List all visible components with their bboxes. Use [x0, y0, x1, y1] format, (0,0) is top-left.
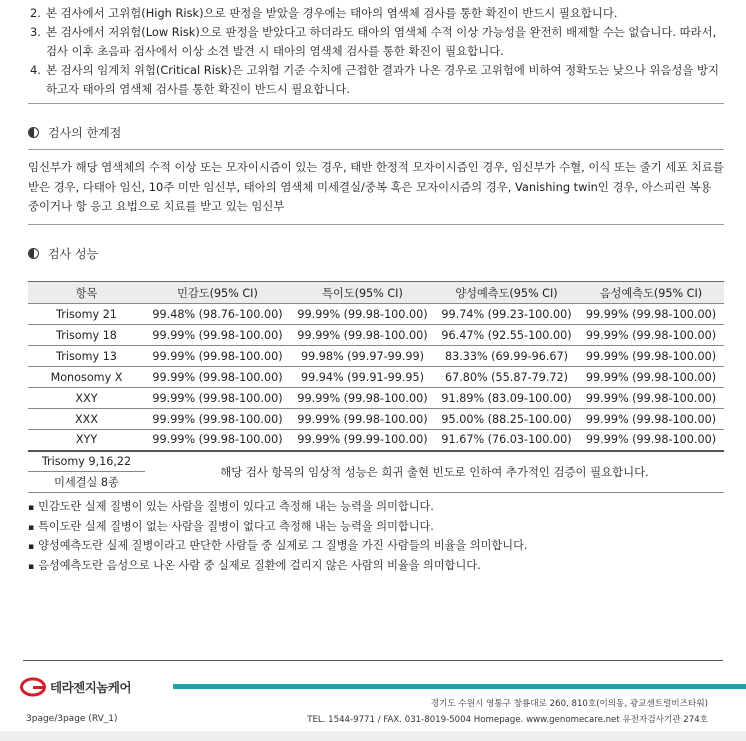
note-text: 본 검사의 임계치 위험(Critical Risk)은 고위험 기준 수치에 근접한 결과가 나온 경우로 고위험에 비하여 정확도는 낮으나 위음성을 방지하고자 태아의 염색체 검사를 통한 확진이 반드시 필요합니다. [46, 63, 720, 96]
definition-item: ▪ 특이도란 실제 질병이 없는 사람을 질병이 없다고 측정해 내는 능력을 의미합니다. [28, 518, 527, 538]
limits-text: 임신부가 해당 염색체의 수적 이상 또는 모자이시즘이 있는 경우, 태반 한정적 모자이시즘인 경우, 임신부가 수혈, 이식 또는 줄기 세포 치료를 받은 경우, 다태아 임신, 10주 미만 임신부, 태아의 염색체 미세결실/중복 혹은 모자이시즘의 경우, Vanishing twin인 경우, 아스피린 복용 중이거나 항 응고 요법으로 치료를 받고 있는 임신부 [28, 160, 724, 213]
table-row [28, 430, 724, 451]
accent-bar [173, 684, 746, 689]
table-cell: 99.99% (99.98-100.00) [578, 346, 724, 367]
table-cell: XXY [28, 388, 145, 409]
table-cell: 83.33% (69.99-96.67) [435, 346, 578, 367]
definition-item: ▪ 민감도란 실제 질병이 있는 사람을 질병이 있다고 측정해 내는 능력을 의미합니다. [28, 498, 527, 518]
table-cell: 91.89% (83.09-100.00) [435, 388, 578, 409]
note-item [30, 61, 720, 99]
table-row [28, 304, 724, 325]
column-header: 특이도(95% CI) [290, 282, 435, 304]
column-header: 항목 [28, 282, 145, 304]
table-cell: 99.99% (99.98-100.00) [578, 409, 724, 430]
table-cell: Trisomy 13 [28, 346, 145, 367]
table-cell: 99.48% (98.76-100.00) [145, 304, 290, 325]
definitions-list [28, 498, 527, 576]
table-cell: 99.99% (99.98-100.00) [290, 388, 435, 409]
table-cell: Trisomy 9,16,22 [28, 451, 145, 472]
half-circle-icon [28, 248, 39, 259]
performance-section-title [28, 245, 98, 262]
table-cell: 99.99% (99.98-100.00) [578, 304, 724, 325]
table-cell: 99.94% (99.91-99.95) [290, 367, 435, 388]
note-text: 본 검사에서 저위험(Low Risk)으로 판정을 받았다고 하더라도 태아의 염색체 수적 이상 가능성을 완전히 배제할 수는 없습니다. 따라서, 검사 이후 초음파 검사에서 이상 소견 발견 시 태아의 염색체 검사를 통한 확진이 필요합니다. [46, 25, 717, 58]
table-cell: 99.74% (99.23-100.00) [435, 304, 578, 325]
table-cell: 99.99% (99.98-100.00) [290, 409, 435, 430]
table-cell: XXX [28, 409, 145, 430]
table-cell: 67.80% (55.87-79.72) [435, 367, 578, 388]
bottom-strip [0, 731, 746, 741]
table-cell: 99.99% (99.98-100.00) [578, 430, 724, 451]
table-cell: 99.99% (99.98-100.00) [145, 409, 290, 430]
table-cell: 99.99% (99.98-100.00) [145, 430, 290, 451]
company-address: 경기도 수원시 영통구 창룡대로 260, 810호(이의동, 광교센트럴비즈타워) [430, 699, 708, 709]
table-row [28, 451, 724, 472]
table-cell: 91.67% (76.03-100.00) [435, 430, 578, 451]
company-logo [20, 677, 131, 697]
definition-item: ▪ 음성예측도란 음성으로 나온 사람 중 실제로 질환에 걸리지 않은 사람의 비율을 의미합니다. [28, 557, 527, 577]
definition-item: ▪ 양성예측도란 실제 질병이라고 판단한 사람들 중 실제로 그 질병을 가진 사람들의 비율을 의미합니다. [28, 537, 527, 557]
divider [28, 149, 724, 150]
table-row [28, 388, 724, 409]
table-row [28, 346, 724, 367]
divider [28, 103, 724, 104]
logo-g-icon [20, 677, 46, 697]
company-contact: TEL. 1544-9771 / FAX. 031-8019-5004 Homepage. www.genomecare.net 유전자검사기관 274호 [307, 715, 708, 725]
note-number: 2. [30, 6, 41, 20]
table-cell: 95.00% (88.25-100.00) [435, 409, 578, 430]
table-cell: Monosomy X [28, 367, 145, 388]
table-row [28, 325, 724, 346]
page-number: 3page/3page (RV_1) [26, 714, 118, 724]
table-cell: 99.99% (99.98-100.00) [145, 325, 290, 346]
performance-title-text: 검사 성능 [48, 247, 99, 261]
note-number: 4. [30, 63, 41, 77]
table-cell: 99.99% (99.98-100.00) [578, 325, 724, 346]
note-item [30, 23, 720, 61]
table-cell: 99.99% (99.98-100.00) [578, 367, 724, 388]
footer-divider [23, 660, 723, 661]
notes-list [30, 4, 720, 99]
note-text: 본 검사에서 고위험(High Risk)으로 판정을 받았을 경우에는 태아의 염색체 검사를 통한 확진이 반드시 필요합니다. [46, 6, 618, 20]
table-cell: 99.98% (99.97-99.99) [290, 346, 435, 367]
limits-title-text: 검사의 한계점 [48, 126, 122, 140]
table-cell: 96.47% (92.55-100.00) [435, 325, 578, 346]
note-item [30, 4, 720, 23]
table-cell: 99.99% (99.99-100.00) [290, 430, 435, 451]
table-cell: 99.99% (99.98-100.00) [290, 325, 435, 346]
extra-note-cell: 해당 검사 항목의 임상적 성능은 희귀 출현 빈도로 인하여 추가적인 검증이 필요합니다. [145, 451, 724, 493]
table-cell: 99.99% (99.98-100.00) [145, 346, 290, 367]
table-header-row [28, 282, 724, 304]
table-cell: Trisomy 21 [28, 304, 145, 325]
half-circle-icon [28, 127, 39, 138]
performance-table [28, 281, 724, 493]
column-header: 양성예측도(95% CI) [435, 282, 578, 304]
table-cell: 99.99% (99.98-100.00) [145, 388, 290, 409]
column-header: 음성예측도(95% CI) [578, 282, 724, 304]
table-cell: 99.99% (99.98-100.00) [145, 367, 290, 388]
table-cell: 99.99% (99.98-100.00) [578, 388, 724, 409]
table-cell: Trisomy 18 [28, 325, 145, 346]
limits-section-title [28, 124, 121, 141]
divider [28, 224, 724, 225]
column-header: 민감도(95% CI) [145, 282, 290, 304]
table-cell: XYY [28, 430, 145, 451]
table-row [28, 409, 724, 430]
note-number: 3. [30, 25, 41, 39]
table-cell: 미세결실 8종 [28, 472, 145, 493]
table-cell: 99.99% (99.98-100.00) [290, 304, 435, 325]
table-row [28, 367, 724, 388]
company-name: 테라젠지놈케어 [50, 680, 132, 695]
